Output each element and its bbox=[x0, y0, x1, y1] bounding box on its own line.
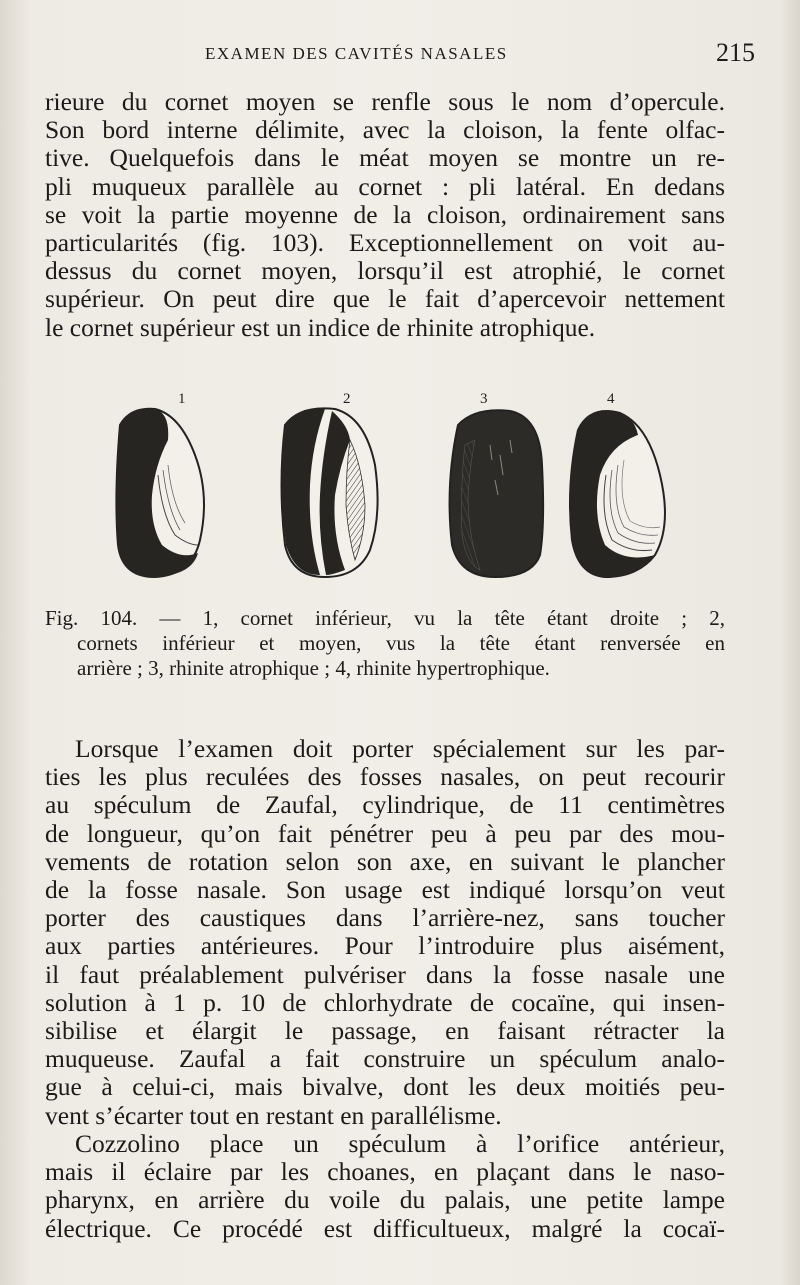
text-line: au spéculum de Zaufal, cylindrique, de 11 centimètres bbox=[45, 790, 725, 820]
figure-caption bbox=[45, 606, 725, 681]
figure-4-rhinite-hypertrophique bbox=[570, 391, 665, 577]
caption-line: Fig. 104. — 1, cornet inférieur, vu la tête étant droite ; 2, bbox=[45, 606, 725, 630]
text-line: vements de rotation selon son axe, en suivant le plancher bbox=[45, 846, 725, 876]
running-head: EXAMEN DES CAVITÉS NASALES bbox=[205, 44, 508, 63]
text-line: particularités (fig. 103). Exceptionnellement on voit au- bbox=[45, 228, 725, 258]
text-line: il faut préalablement pulvériser dans la fosse nasale une bbox=[45, 959, 725, 989]
paragraph-3 bbox=[45, 1130, 725, 1243]
text-line: vent s’écarter tout en restant en parallélisme. bbox=[45, 1100, 502, 1130]
text-line: de la fosse nasale. Son usage est indiqué lorsqu’on veut bbox=[45, 875, 725, 905]
figure-label: 4 bbox=[607, 391, 615, 407]
caption-line: arrière ; 3, rhinite atrophique ; 4, rhinite hypertrophique. bbox=[77, 656, 550, 680]
text-line: solution à 1 p. 10 de chlorhydrate de cocaïne, qui insen- bbox=[45, 987, 725, 1017]
text-line: le cornet supérieur est un indice de rhinite atrophique. bbox=[45, 312, 596, 342]
figure-104 bbox=[100, 385, 690, 590]
figure-1-cornet-inferieur bbox=[116, 391, 204, 577]
text-line: aux parties antérieures. Pour l’introduire plus aisément, bbox=[45, 931, 725, 961]
text-line: dessus du cornet moyen, lorsqu’il est atrophié, le cornet bbox=[45, 256, 725, 286]
text-line: électrique. Ce procédé est difficultueux, malgré la cocaï- bbox=[45, 1213, 725, 1243]
text-line: Son bord interne délimite, avec la cloison, la fente olfac- bbox=[45, 115, 725, 145]
text-line: se voit la partie moyenne de la cloison, ordinairement sans bbox=[45, 199, 725, 229]
page-header bbox=[45, 40, 755, 72]
text-line: muqueuse. Zaufal a fait construire un spéculum analo- bbox=[45, 1044, 725, 1074]
figure-3-rhinite-atrophique bbox=[450, 391, 544, 577]
paragraph-2 bbox=[45, 735, 725, 1130]
figure-label: 3 bbox=[480, 391, 488, 407]
text-line: de longueur, qu’on fait pénétrer peu à peu par des mou- bbox=[45, 818, 725, 848]
nasal-cavity-illustrations bbox=[100, 385, 690, 590]
text-line: sibilise et élargit le passage, en faisant rétracter la bbox=[45, 1016, 725, 1046]
text-line: tive. Quelquefois dans le méat moyen se montre un re- bbox=[45, 143, 725, 173]
figure-label: 1 bbox=[178, 391, 186, 407]
text-line: ties les plus reculées des fosses nasales, on peut recourir bbox=[45, 762, 725, 792]
text-line: Cozzolino place un spéculum à l’orifice antérieur, bbox=[75, 1129, 725, 1158]
text-line: Lorsque l’examen doit porter spécialement sur les par- bbox=[75, 734, 725, 763]
page-number: 215 bbox=[716, 38, 755, 67]
paragraph-1 bbox=[45, 88, 725, 342]
figure-2-cornets-inferieur-moyen bbox=[282, 391, 378, 577]
text-line: supérieur. On peut dire que le fait d’apercevoir nettement bbox=[45, 284, 725, 314]
text-line: porter des caustiques dans l’arrière-nez, sans toucher bbox=[45, 903, 725, 933]
figure-label: 2 bbox=[343, 391, 351, 407]
text-line: mais il éclaire par les choanes, en plaçant dans le naso- bbox=[45, 1157, 725, 1187]
text-line: rieure du cornet moyen se renfle sous le nom d’opercule. bbox=[45, 87, 725, 116]
text-line: pharynx, en arrière du voile du palais, une petite lampe bbox=[45, 1185, 725, 1215]
text-line: pli muqueux parallèle au cornet : pli latéral. En dedans bbox=[45, 171, 725, 201]
text-line: gue à celui-ci, mais bivalve, dont les deux moitiés peu- bbox=[45, 1072, 725, 1102]
caption-line: cornets inférieur et moyen, vus la tête étant renversée en bbox=[77, 631, 725, 655]
